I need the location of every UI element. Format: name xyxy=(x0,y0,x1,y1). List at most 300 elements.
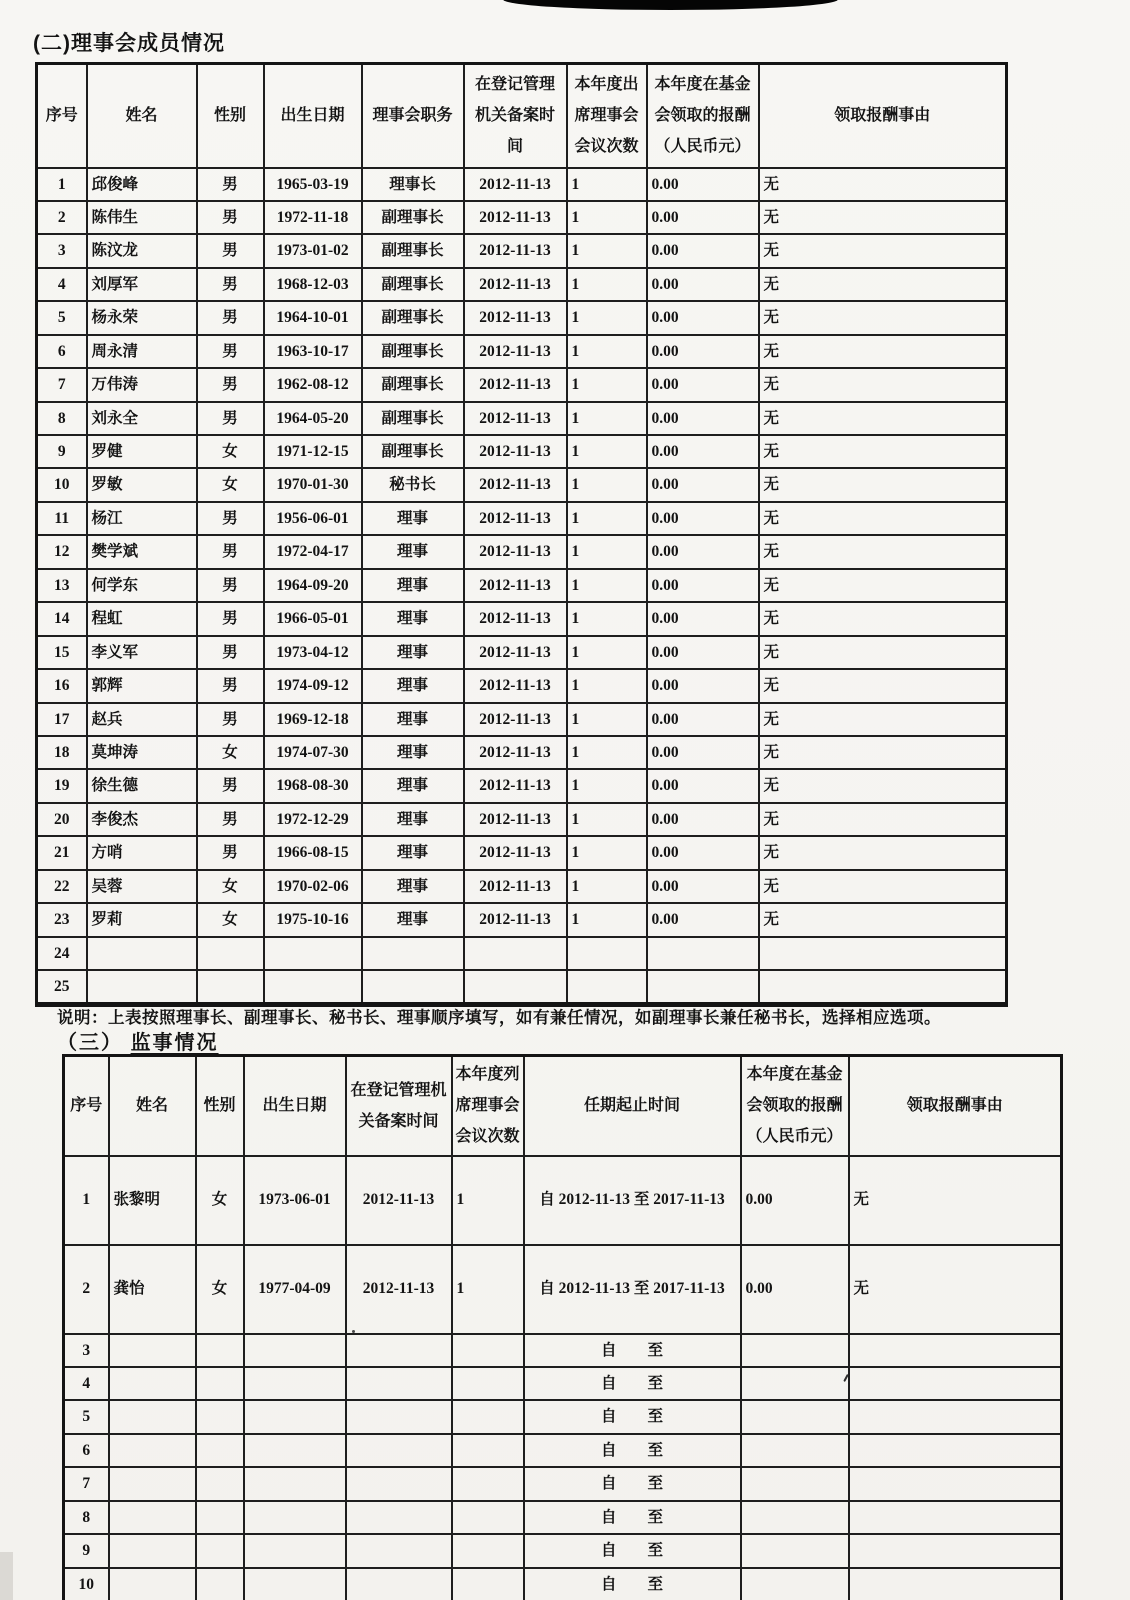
table-row xyxy=(64,1534,1062,1567)
table-row xyxy=(37,468,1007,501)
table-row xyxy=(37,937,1007,970)
table-cell xyxy=(244,1534,346,1567)
table-cell: 自 至 xyxy=(524,1467,741,1500)
table-cell: 18 xyxy=(37,736,87,769)
table-cell: 莫坤涛 xyxy=(87,736,197,769)
scan-corner-smudge xyxy=(0,1552,13,1600)
table-cell: 方哨 xyxy=(87,836,197,869)
table-cell xyxy=(464,937,567,970)
table-cell: 0.00 xyxy=(647,836,759,869)
table-cell xyxy=(452,1568,524,1600)
table-cell: 邱俊峰 xyxy=(87,168,197,201)
column-header: 序号 xyxy=(64,1056,109,1156)
table-cell: 19 xyxy=(37,769,87,802)
supervisors-table xyxy=(62,1054,1063,1600)
table-cell: 男 xyxy=(197,602,264,635)
table-cell: 无 xyxy=(759,803,1007,836)
table-cell: 0.00 xyxy=(647,435,759,468)
table-row xyxy=(37,970,1007,1005)
table-cell: 副理事长 xyxy=(362,201,464,234)
table-cell xyxy=(87,937,197,970)
table-cell: 2012-11-13 xyxy=(464,836,567,869)
table-row xyxy=(37,368,1007,401)
table-row xyxy=(37,502,1007,535)
table-cell: 自 至 xyxy=(524,1534,741,1567)
table-cell: 1966-08-15 xyxy=(264,836,362,869)
table-row xyxy=(64,1334,1062,1367)
table-cell xyxy=(346,1400,452,1433)
table-cell: 0.00 xyxy=(647,535,759,568)
table-cell xyxy=(849,1501,1062,1534)
table-cell: 理事 xyxy=(362,502,464,535)
table-cell: 1973-06-01 xyxy=(244,1156,346,1245)
table-cell xyxy=(196,1534,244,1567)
table-cell: 无 xyxy=(849,1245,1062,1334)
table-row xyxy=(37,268,1007,301)
table-cell xyxy=(196,1400,244,1433)
table-row xyxy=(37,636,1007,669)
table-cell: 男 xyxy=(197,569,264,602)
table-cell xyxy=(741,1400,849,1433)
table-cell xyxy=(647,970,759,1005)
table-cell: 1 xyxy=(567,234,647,267)
table-row xyxy=(64,1245,1062,1334)
table-cell: 刘厚军 xyxy=(87,268,197,301)
table-cell: 1970-01-30 xyxy=(264,468,362,501)
column-header: 理事会职务 xyxy=(362,64,464,168)
table-cell: 理事 xyxy=(362,636,464,669)
column-header: 在登记管理机关备案时间 xyxy=(346,1056,452,1156)
column-header: 在登记管理机关备案时间 xyxy=(464,64,567,168)
table-cell: 0.00 xyxy=(647,368,759,401)
table-cell: 2012-11-13 xyxy=(464,803,567,836)
table-cell: 1 xyxy=(567,335,647,368)
table-cell xyxy=(346,1467,452,1500)
table-cell: 罗健 xyxy=(87,435,197,468)
table-cell xyxy=(849,1534,1062,1567)
table-cell: 李义军 xyxy=(87,636,197,669)
table-cell xyxy=(346,1501,452,1534)
table-cell: 0.00 xyxy=(647,903,759,936)
table-cell: 男 xyxy=(197,703,264,736)
table-cell: 赵兵 xyxy=(87,703,197,736)
table-cell: 男 xyxy=(197,502,264,535)
table-cell: 李俊杰 xyxy=(87,803,197,836)
table-cell: 无 xyxy=(759,535,1007,568)
table-cell: 无 xyxy=(759,502,1007,535)
table-cell: 1956-06-01 xyxy=(264,502,362,535)
table-cell xyxy=(264,970,362,1005)
table-cell: 1 xyxy=(567,803,647,836)
table-cell xyxy=(109,1534,196,1567)
table-row xyxy=(64,1400,1062,1433)
table-cell: 自 2012-11-13 至 2017-11-13 xyxy=(524,1245,741,1334)
table-cell: 2012-11-13 xyxy=(464,769,567,802)
table-cell xyxy=(109,1334,196,1367)
table-cell: 男 xyxy=(197,769,264,802)
table-cell: 17 xyxy=(37,703,87,736)
table-cell: 4 xyxy=(64,1367,109,1400)
scan-speck-dot xyxy=(352,1330,355,1333)
table-cell: 副理事长 xyxy=(362,335,464,368)
table-cell xyxy=(849,1367,1062,1400)
table-cell xyxy=(741,1568,849,1600)
table-cell: 1972-04-17 xyxy=(264,535,362,568)
table-cell: 1 xyxy=(567,836,647,869)
table-cell: 1 xyxy=(567,669,647,702)
table-cell: 罗莉 xyxy=(87,903,197,936)
table-cell: 1972-12-29 xyxy=(264,803,362,836)
table-cell: 1 xyxy=(567,168,647,201)
table-cell xyxy=(196,1568,244,1600)
table-cell: 理事 xyxy=(362,736,464,769)
table-cell: 男 xyxy=(197,268,264,301)
table-cell: 3 xyxy=(37,234,87,267)
table-cell: 无 xyxy=(759,301,1007,334)
table-cell: 何学东 xyxy=(87,569,197,602)
table-cell: 0.00 xyxy=(647,268,759,301)
table-cell: 1964-10-01 xyxy=(264,301,362,334)
table-row xyxy=(37,535,1007,568)
table-cell: 2012-11-13 xyxy=(464,468,567,501)
table-cell: 2012-11-13 xyxy=(464,569,567,602)
column-header: 性别 xyxy=(197,64,264,168)
table-cell: 理事 xyxy=(362,569,464,602)
column-header: 序号 xyxy=(37,64,87,168)
table-cell: 副理事长 xyxy=(362,268,464,301)
table-cell xyxy=(452,1467,524,1500)
table-cell: 男 xyxy=(197,234,264,267)
table-cell xyxy=(849,1400,1062,1433)
table-cell: 无 xyxy=(759,836,1007,869)
table-cell: 0.00 xyxy=(647,468,759,501)
table-cell xyxy=(109,1501,196,1534)
column-header: 性别 xyxy=(196,1056,244,1156)
table-cell: 1977-04-09 xyxy=(244,1245,346,1334)
table-cell xyxy=(741,1501,849,1534)
table-cell xyxy=(741,1434,849,1467)
table-cell: 6 xyxy=(37,335,87,368)
table-cell xyxy=(362,937,464,970)
table-cell: 女 xyxy=(197,870,264,903)
table-cell: 无 xyxy=(759,669,1007,702)
table-cell: 1968-08-30 xyxy=(264,769,362,802)
table-cell xyxy=(87,970,197,1005)
table-cell xyxy=(647,937,759,970)
table-cell: 25 xyxy=(37,970,87,1005)
table-cell: 男 xyxy=(197,803,264,836)
table-cell: 1973-04-12 xyxy=(264,636,362,669)
table-cell: 0.00 xyxy=(741,1245,849,1334)
table-cell: 程虹 xyxy=(87,602,197,635)
table-cell xyxy=(741,1467,849,1500)
table-cell: 自 至 xyxy=(524,1501,741,1534)
table-cell: 3 xyxy=(64,1334,109,1367)
table-cell: 无 xyxy=(759,636,1007,669)
table-row xyxy=(37,602,1007,635)
table-cell: 5 xyxy=(64,1400,109,1433)
table-cell: 无 xyxy=(759,870,1007,903)
table-cell: 无 xyxy=(849,1156,1062,1245)
table-cell xyxy=(741,1367,849,1400)
table-cell: 1965-03-19 xyxy=(264,168,362,201)
table-cell: 男 xyxy=(197,402,264,435)
table-cell: 2012-11-13 xyxy=(464,168,567,201)
table-cell: 副理事长 xyxy=(362,234,464,267)
table-row xyxy=(37,402,1007,435)
table-row xyxy=(37,870,1007,903)
table-cell: 22 xyxy=(37,870,87,903)
table-cell xyxy=(759,937,1007,970)
table-cell: 周永清 xyxy=(87,335,197,368)
table-cell: 15 xyxy=(37,636,87,669)
table-cell xyxy=(346,1367,452,1400)
table-cell: 1 xyxy=(567,502,647,535)
table-cell: 0.00 xyxy=(647,669,759,702)
table-cell: 男 xyxy=(197,535,264,568)
table-cell xyxy=(196,1467,244,1500)
table-cell: 男 xyxy=(197,368,264,401)
table-row xyxy=(37,736,1007,769)
table-cell: 2 xyxy=(37,201,87,234)
table-cell: 理事 xyxy=(362,703,464,736)
supervisors-section-label: 监事情况 xyxy=(130,1032,219,1054)
table-cell: 2012-11-13 xyxy=(464,703,567,736)
table-cell xyxy=(244,1334,346,1367)
table-cell xyxy=(362,970,464,1005)
table-cell: 无 xyxy=(759,903,1007,936)
table-cell: 理事 xyxy=(362,836,464,869)
table-cell: 0.00 xyxy=(741,1156,849,1245)
table-cell xyxy=(109,1467,196,1500)
table-row xyxy=(37,769,1007,802)
table-row xyxy=(64,1467,1062,1500)
table-cell xyxy=(452,1534,524,1567)
table-cell xyxy=(109,1434,196,1467)
table-cell: 吴蓉 xyxy=(87,870,197,903)
table-cell: 1 xyxy=(567,201,647,234)
table-cell: 1 xyxy=(567,769,647,802)
table-cell xyxy=(109,1568,196,1600)
table-cell: 无 xyxy=(759,201,1007,234)
table-cell: 16 xyxy=(37,669,87,702)
table-cell xyxy=(244,1400,346,1433)
table-cell: 女 xyxy=(197,435,264,468)
table-cell: 男 xyxy=(197,636,264,669)
table-cell xyxy=(849,1467,1062,1500)
table-cell: 8 xyxy=(64,1501,109,1534)
table-cell: 副理事长 xyxy=(362,402,464,435)
table-cell: 0.00 xyxy=(647,636,759,669)
table-cell: 2012-11-13 xyxy=(464,402,567,435)
table-cell: 理事 xyxy=(362,870,464,903)
column-header: 出生日期 xyxy=(264,64,362,168)
table-cell: 1 xyxy=(567,703,647,736)
table-cell: 理事 xyxy=(362,602,464,635)
table-cell xyxy=(452,1367,524,1400)
fill-instructions-note: 说明：上表按照理事长、副理事长、秘书长、理事顺序填写，如有兼任情况，如副理事长兼任秘书长，选择相应选项。 xyxy=(57,1009,941,1027)
table-cell: 1 xyxy=(567,368,647,401)
table-cell: 理事 xyxy=(362,903,464,936)
table-cell: 女 xyxy=(196,1245,244,1334)
table-cell: 男 xyxy=(197,335,264,368)
table-cell xyxy=(244,1367,346,1400)
table-cell: 1 xyxy=(64,1156,109,1245)
table-cell: 徐生德 xyxy=(87,769,197,802)
table-cell xyxy=(567,970,647,1005)
table-row xyxy=(37,669,1007,702)
table-cell: 理事 xyxy=(362,669,464,702)
table-cell: 女 xyxy=(197,468,264,501)
table-cell xyxy=(346,1434,452,1467)
table-cell xyxy=(849,1568,1062,1600)
table-cell: 1 xyxy=(567,435,647,468)
table-cell: 龚怡 xyxy=(109,1245,196,1334)
table-cell: 万伟涛 xyxy=(87,368,197,401)
table-cell: 男 xyxy=(197,836,264,869)
table-cell: 2012-11-13 xyxy=(464,368,567,401)
column-header: 本年度在基金会领取的报酬（人民币元） xyxy=(647,64,759,168)
column-header: 本年度在基金会领取的报酬（人民币元） xyxy=(741,1056,849,1156)
table-cell xyxy=(197,970,264,1005)
table-cell: 无 xyxy=(759,769,1007,802)
board-members-section-title: (二)理事会成员情况 xyxy=(33,32,225,55)
table-cell: 11 xyxy=(37,502,87,535)
table-cell: 2012-11-13 xyxy=(464,602,567,635)
table-cell: 1 xyxy=(567,569,647,602)
table-cell: 1974-07-30 xyxy=(264,736,362,769)
supervisors-section-prefix: （三） xyxy=(57,1032,123,1054)
table-cell: 0.00 xyxy=(647,402,759,435)
table-cell: 理事 xyxy=(362,803,464,836)
table-cell: 24 xyxy=(37,937,87,970)
board-table-header-row xyxy=(37,64,1007,168)
table-cell: 1963-10-17 xyxy=(264,335,362,368)
table-cell: 0.00 xyxy=(647,569,759,602)
table-cell: 女 xyxy=(196,1156,244,1245)
table-cell: 自 2012-11-13 至 2017-11-13 xyxy=(524,1156,741,1245)
table-cell: 自 至 xyxy=(524,1400,741,1433)
table-cell: 无 xyxy=(759,468,1007,501)
table-cell: 7 xyxy=(37,368,87,401)
table-cell: 1 xyxy=(567,535,647,568)
table-row xyxy=(37,703,1007,736)
column-header: 任期起止时间 xyxy=(524,1056,741,1156)
table-cell: 自 至 xyxy=(524,1334,741,1367)
table-cell: 1 xyxy=(567,301,647,334)
table-cell: 20 xyxy=(37,803,87,836)
table-cell: 0.00 xyxy=(647,736,759,769)
table-cell xyxy=(567,937,647,970)
table-cell: 0.00 xyxy=(647,301,759,334)
table-cell xyxy=(452,1434,524,1467)
table-cell: 1974-09-12 xyxy=(264,669,362,702)
table-cell: 女 xyxy=(197,903,264,936)
table-cell: 1 xyxy=(567,736,647,769)
table-cell: 1962-08-12 xyxy=(264,368,362,401)
table-cell: 1971-12-15 xyxy=(264,435,362,468)
table-cell: 10 xyxy=(37,468,87,501)
table-cell: 无 xyxy=(759,368,1007,401)
table-cell: 1 xyxy=(567,636,647,669)
table-cell xyxy=(196,1501,244,1534)
table-cell: 6 xyxy=(64,1434,109,1467)
table-cell: 5 xyxy=(37,301,87,334)
table-cell: 9 xyxy=(37,435,87,468)
table-cell: 无 xyxy=(759,402,1007,435)
table-cell: 2012-11-13 xyxy=(464,870,567,903)
table-cell: 2012-11-13 xyxy=(464,903,567,936)
table-row xyxy=(64,1434,1062,1467)
table-cell: 无 xyxy=(759,703,1007,736)
table-cell: 1 xyxy=(567,602,647,635)
table-cell: 2012-11-13 xyxy=(464,736,567,769)
table-cell: 9 xyxy=(64,1534,109,1567)
column-header: 姓名 xyxy=(87,64,197,168)
table-cell xyxy=(346,1334,452,1367)
table-cell: 杨江 xyxy=(87,502,197,535)
table-cell: 理事 xyxy=(362,769,464,802)
table-cell: 男 xyxy=(197,301,264,334)
table-row xyxy=(37,335,1007,368)
table-cell: 1970-02-06 xyxy=(264,870,362,903)
table-cell: 2012-11-13 xyxy=(464,201,567,234)
table-cell: 陈汶龙 xyxy=(87,234,197,267)
table-row xyxy=(37,301,1007,334)
table-cell: 2012-11-13 xyxy=(464,502,567,535)
table-cell: 0.00 xyxy=(647,602,759,635)
table-row xyxy=(64,1156,1062,1245)
table-cell xyxy=(244,1467,346,1500)
table-cell: 副理事长 xyxy=(362,301,464,334)
table-cell: 0.00 xyxy=(647,870,759,903)
column-header: 本年度列席理事会会议次数 xyxy=(452,1056,524,1156)
table-cell: 2012-11-13 xyxy=(464,301,567,334)
table-row xyxy=(37,435,1007,468)
table-cell: 陈伟生 xyxy=(87,201,197,234)
column-header: 领取报酬事由 xyxy=(759,64,1007,168)
table-cell: 0.00 xyxy=(647,803,759,836)
table-cell: 1 xyxy=(452,1245,524,1334)
table-cell xyxy=(452,1400,524,1433)
table-cell: 无 xyxy=(759,168,1007,201)
table-cell: 1968-12-03 xyxy=(264,268,362,301)
table-cell: 0.00 xyxy=(647,234,759,267)
table-cell: 副理事长 xyxy=(362,435,464,468)
table-cell xyxy=(849,1334,1062,1367)
table-cell: 副理事长 xyxy=(362,368,464,401)
column-header: 领取报酬事由 xyxy=(849,1056,1062,1156)
table-cell: 1973-01-02 xyxy=(264,234,362,267)
table-cell: 理事 xyxy=(362,535,464,568)
table-cell: 0.00 xyxy=(647,502,759,535)
table-cell: 0.00 xyxy=(647,335,759,368)
table-cell: 1966-05-01 xyxy=(264,602,362,635)
table-cell xyxy=(197,937,264,970)
table-cell xyxy=(244,1501,346,1534)
table-cell: 无 xyxy=(759,234,1007,267)
table-cell: 0.00 xyxy=(647,168,759,201)
table-cell: 0.00 xyxy=(647,201,759,234)
table-cell: 郭辉 xyxy=(87,669,197,702)
table-cell xyxy=(196,1334,244,1367)
table-row xyxy=(37,803,1007,836)
table-row xyxy=(64,1568,1062,1600)
table-cell: 无 xyxy=(759,736,1007,769)
table-cell: 2012-11-13 xyxy=(464,268,567,301)
table-row xyxy=(37,168,1007,201)
table-cell: 自 至 xyxy=(524,1434,741,1467)
